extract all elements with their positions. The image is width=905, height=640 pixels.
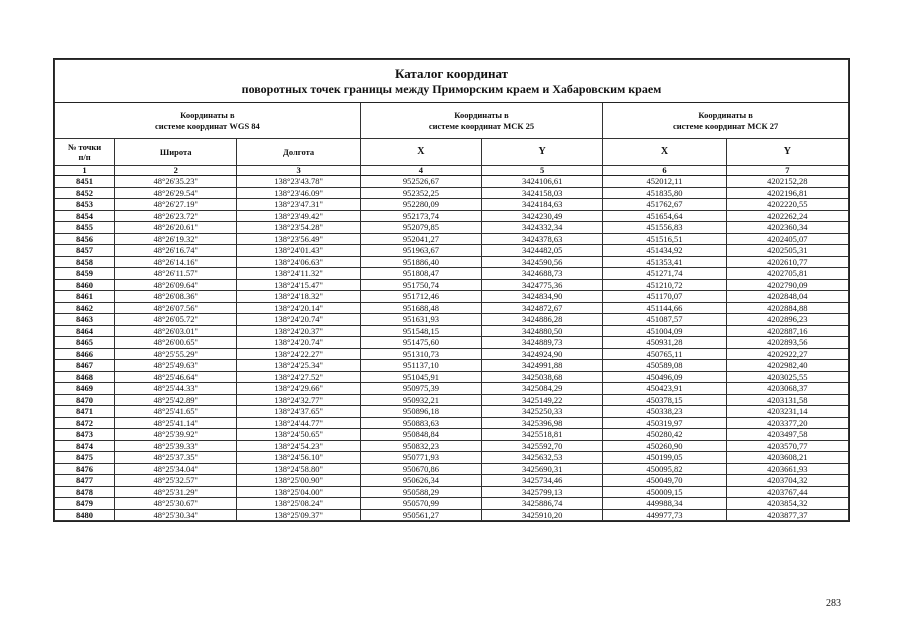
- col-point-line1: № точки: [67, 142, 102, 152]
- longitude-cell: 138°24'20.37": [237, 325, 360, 337]
- y-msk25-cell: 3424880,50: [482, 325, 603, 337]
- y-msk27-cell: 4203877,37: [726, 509, 848, 521]
- column-number: 6: [603, 166, 726, 176]
- table-row: [55, 498, 849, 510]
- point-number-cell: 8480: [55, 509, 115, 521]
- point-number-cell: 8468: [55, 371, 115, 383]
- longitude-cell: 138°24'15.47": [237, 279, 360, 291]
- col-x-msk25: X: [360, 139, 481, 166]
- coordinate-catalog-sheet: [53, 58, 850, 522]
- point-number-cell: 8476: [55, 463, 115, 475]
- longitude-cell: 138°24'20.14": [237, 302, 360, 314]
- table-row: [55, 463, 849, 475]
- coordinate-rows: [55, 176, 849, 521]
- longitude-cell: 138°24'37.65": [237, 406, 360, 418]
- x-msk27-cell: 452012,11: [603, 176, 726, 188]
- group-wgs84: [55, 103, 361, 139]
- longitude-cell: 138°23'49.42": [237, 210, 360, 222]
- x-msk25-cell: 950832,23: [360, 440, 481, 452]
- longitude-cell: 138°24'06.63": [237, 256, 360, 268]
- x-msk27-cell: 450280,42: [603, 429, 726, 441]
- longitude-cell: 138°24'44.77": [237, 417, 360, 429]
- point-number-cell: 8479: [55, 498, 115, 510]
- column-number-row: [55, 166, 849, 176]
- x-msk25-cell: 951712,46: [360, 291, 481, 303]
- x-msk27-cell: 450095,82: [603, 463, 726, 475]
- latitude-cell: 48°26'35.23": [115, 176, 237, 188]
- table-row: [55, 509, 849, 521]
- col-longitude: Долгота: [237, 139, 360, 166]
- longitude-cell: 138°24'18.32": [237, 291, 360, 303]
- latitude-cell: 48°25'37.35": [115, 452, 237, 464]
- y-msk25-cell: 3424184,63: [482, 199, 603, 211]
- y-msk25-cell: 3424106,61: [482, 176, 603, 188]
- y-msk25-cell: 3425250,33: [482, 406, 603, 418]
- latitude-cell: 48°26'03.01": [115, 325, 237, 337]
- point-number-cell: 8454: [55, 210, 115, 222]
- y-msk25-cell: 3424889,73: [482, 337, 603, 349]
- y-msk25-cell: 3425518,81: [482, 429, 603, 441]
- x-msk27-cell: 450260,90: [603, 440, 726, 452]
- x-msk27-cell: 450319,97: [603, 417, 726, 429]
- table-row: [55, 291, 849, 303]
- table-row: [55, 429, 849, 441]
- col-point-number: [55, 139, 115, 166]
- x-msk27-cell: 451654,64: [603, 210, 726, 222]
- latitude-cell: 48°25'34.04": [115, 463, 237, 475]
- x-msk25-cell: 950883,63: [360, 417, 481, 429]
- point-number-cell: 8463: [55, 314, 115, 326]
- table-row: [55, 394, 849, 406]
- x-msk27-cell: 451556,83: [603, 222, 726, 234]
- table-row: [55, 475, 849, 487]
- table-row: [55, 486, 849, 498]
- point-number-cell: 8460: [55, 279, 115, 291]
- coordinate-table: [54, 59, 849, 521]
- longitude-cell: 138°25'00.90": [237, 475, 360, 487]
- x-msk25-cell: 950588,29: [360, 486, 481, 498]
- latitude-cell: 48°26'20.61": [115, 222, 237, 234]
- y-msk25-cell: 3425084,29: [482, 383, 603, 395]
- point-number-cell: 8478: [55, 486, 115, 498]
- x-msk27-cell: 449977,73: [603, 509, 726, 521]
- longitude-cell: 138°24'58.80": [237, 463, 360, 475]
- table-row: [55, 279, 849, 291]
- group-msk27-line2: системе координат МСК 27: [672, 120, 779, 131]
- point-number-cell: 8453: [55, 199, 115, 211]
- x-msk25-cell: 951310,73: [360, 348, 481, 360]
- table-row: [55, 452, 849, 464]
- y-msk27-cell: 4202887,16: [726, 325, 848, 337]
- table-row: [55, 371, 849, 383]
- col-y-msk25: Y: [482, 139, 603, 166]
- group-msk25-line2: системе координат МСК 25: [428, 120, 535, 131]
- point-number-cell: 8458: [55, 256, 115, 268]
- x-msk27-cell: 450378,15: [603, 394, 726, 406]
- x-msk27-cell: 450423,91: [603, 383, 726, 395]
- longitude-cell: 138°24'01.43": [237, 245, 360, 257]
- longitude-cell: 138°24'20.74": [237, 337, 360, 349]
- x-msk27-cell: 450049,70: [603, 475, 726, 487]
- y-msk27-cell: 4203608,21: [726, 452, 848, 464]
- table-row: [55, 210, 849, 222]
- x-msk27-cell: 450589,08: [603, 360, 726, 372]
- x-msk25-cell: 950570,99: [360, 498, 481, 510]
- y-msk25-cell: 3425396,98: [482, 417, 603, 429]
- y-msk25-cell: 3424872,67: [482, 302, 603, 314]
- x-msk27-cell: 450496,09: [603, 371, 726, 383]
- point-number-cell: 8456: [55, 233, 115, 245]
- longitude-cell: 138°23'47.31": [237, 199, 360, 211]
- x-msk27-cell: 451434,92: [603, 245, 726, 257]
- x-msk25-cell: 950848,84: [360, 429, 481, 441]
- x-msk25-cell: 951750,74: [360, 279, 481, 291]
- y-msk27-cell: 4202893,56: [726, 337, 848, 349]
- y-msk27-cell: 4203131,58: [726, 394, 848, 406]
- col-y-msk27: Y: [726, 139, 848, 166]
- title-main: Каталог координат: [394, 65, 508, 81]
- table-row: [55, 302, 849, 314]
- x-msk25-cell: 952173,74: [360, 210, 481, 222]
- column-number: 4: [360, 166, 481, 176]
- table-row: [55, 314, 849, 326]
- y-msk25-cell: 3425799,13: [482, 486, 603, 498]
- latitude-cell: 48°26'00.65": [115, 337, 237, 349]
- x-msk27-cell: 451087,57: [603, 314, 726, 326]
- latitude-cell: 48°26'11.57": [115, 268, 237, 280]
- x-msk27-cell: 450338,23: [603, 406, 726, 418]
- latitude-cell: 48°25'32.57": [115, 475, 237, 487]
- x-msk25-cell: 950561,27: [360, 509, 481, 521]
- y-msk25-cell: 3425038,68: [482, 371, 603, 383]
- group-msk25: [360, 103, 603, 139]
- latitude-cell: 48°25'41.14": [115, 417, 237, 429]
- y-msk27-cell: 4202196,81: [726, 187, 848, 199]
- x-msk25-cell: 952079,85: [360, 222, 481, 234]
- y-msk25-cell: 3425632,53: [482, 452, 603, 464]
- x-msk27-cell: 451271,74: [603, 268, 726, 280]
- y-msk27-cell: 4202220,55: [726, 199, 848, 211]
- point-number-cell: 8471: [55, 406, 115, 418]
- y-msk25-cell: 3424230,49: [482, 210, 603, 222]
- table-row: [55, 245, 849, 257]
- y-msk25-cell: 3425910,20: [482, 509, 603, 521]
- x-msk27-cell: 451835,80: [603, 187, 726, 199]
- y-msk25-cell: 3425886,74: [482, 498, 603, 510]
- y-msk27-cell: 4202152,28: [726, 176, 848, 188]
- y-msk27-cell: 4202896,23: [726, 314, 848, 326]
- y-msk25-cell: 3424886,28: [482, 314, 603, 326]
- table-row: [55, 222, 849, 234]
- y-msk27-cell: 4202262,24: [726, 210, 848, 222]
- x-msk27-cell: 451170,07: [603, 291, 726, 303]
- x-msk27-cell: 450199,05: [603, 452, 726, 464]
- y-msk25-cell: 3424924,90: [482, 348, 603, 360]
- x-msk27-cell: 449988,34: [603, 498, 726, 510]
- latitude-cell: 48°26'27.19": [115, 199, 237, 211]
- longitude-cell: 138°25'04.00": [237, 486, 360, 498]
- y-msk27-cell: 4203661,93: [726, 463, 848, 475]
- point-number-cell: 8466: [55, 348, 115, 360]
- column-number: 3: [237, 166, 360, 176]
- point-number-cell: 8464: [55, 325, 115, 337]
- y-msk25-cell: 3424834,90: [482, 291, 603, 303]
- longitude-cell: 138°24'25.34": [237, 360, 360, 372]
- latitude-cell: 48°26'19.32": [115, 233, 237, 245]
- latitude-cell: 48°26'05.72": [115, 314, 237, 326]
- point-number-cell: 8475: [55, 452, 115, 464]
- point-number-cell: 8474: [55, 440, 115, 452]
- latitude-cell: 48°25'49.63": [115, 360, 237, 372]
- table-row: [55, 360, 849, 372]
- longitude-cell: 138°24'56.10": [237, 452, 360, 464]
- x-msk25-cell: 952041,27: [360, 233, 481, 245]
- y-msk27-cell: 4203025,55: [726, 371, 848, 383]
- col-x-msk27: X: [603, 139, 726, 166]
- table-row: [55, 233, 849, 245]
- x-msk27-cell: 451004,09: [603, 325, 726, 337]
- longitude-cell: 138°24'22.27": [237, 348, 360, 360]
- group-wgs84-line2: системе координат WGS 84: [154, 120, 260, 131]
- group-msk27: [603, 103, 849, 139]
- latitude-cell: 48°25'42.89": [115, 394, 237, 406]
- x-msk27-cell: 451210,72: [603, 279, 726, 291]
- group-msk25-line1: Координаты в: [454, 109, 509, 120]
- x-msk25-cell: 952526,67: [360, 176, 481, 188]
- col-latitude: Широта: [115, 139, 237, 166]
- y-msk27-cell: 4203231,14: [726, 406, 848, 418]
- latitude-cell: 48°26'14.16": [115, 256, 237, 268]
- y-msk25-cell: 3424991,88: [482, 360, 603, 372]
- y-msk25-cell: 3424332,34: [482, 222, 603, 234]
- y-msk25-cell: 3424775,36: [482, 279, 603, 291]
- point-number-cell: 8477: [55, 475, 115, 487]
- y-msk27-cell: 4202922,27: [726, 348, 848, 360]
- y-msk27-cell: 4202610,77: [726, 256, 848, 268]
- x-msk25-cell: 950771,93: [360, 452, 481, 464]
- point-number-cell: 8462: [55, 302, 115, 314]
- y-msk27-cell: 4202705,81: [726, 268, 848, 280]
- x-msk27-cell: 450765,11: [603, 348, 726, 360]
- point-number-cell: 8455: [55, 222, 115, 234]
- x-msk25-cell: 952280,09: [360, 199, 481, 211]
- latitude-cell: 48°26'29.54": [115, 187, 237, 199]
- table-row: [55, 440, 849, 452]
- x-msk27-cell: 451353,41: [603, 256, 726, 268]
- point-number-cell: 8472: [55, 417, 115, 429]
- longitude-cell: 138°25'09.37": [237, 509, 360, 521]
- latitude-cell: 48°25'39.33": [115, 440, 237, 452]
- x-msk25-cell: 950932,21: [360, 394, 481, 406]
- page-number: 283: [826, 598, 841, 609]
- point-number-cell: 8469: [55, 383, 115, 395]
- point-number-cell: 8467: [55, 360, 115, 372]
- x-msk25-cell: 951886,40: [360, 256, 481, 268]
- y-msk25-cell: 3425592,70: [482, 440, 603, 452]
- column-number: 2: [115, 166, 237, 176]
- table-row: [55, 348, 849, 360]
- latitude-cell: 48°25'41.65": [115, 406, 237, 418]
- y-msk27-cell: 4203704,32: [726, 475, 848, 487]
- x-msk25-cell: 951808,47: [360, 268, 481, 280]
- x-msk25-cell: 950626,34: [360, 475, 481, 487]
- longitude-cell: 138°25'08.24": [237, 498, 360, 510]
- latitude-cell: 48°25'30.34": [115, 509, 237, 521]
- column-number: 1: [55, 166, 115, 176]
- longitude-cell: 138°23'56.49": [237, 233, 360, 245]
- y-msk25-cell: 3424482,05: [482, 245, 603, 257]
- y-msk27-cell: 4202505,31: [726, 245, 848, 257]
- latitude-cell: 48°25'55.29": [115, 348, 237, 360]
- longitude-cell: 138°24'29.66": [237, 383, 360, 395]
- longitude-cell: 138°24'32.77": [237, 394, 360, 406]
- table-row: [55, 417, 849, 429]
- x-msk25-cell: 951688,48: [360, 302, 481, 314]
- x-msk27-cell: 451516,51: [603, 233, 726, 245]
- y-msk27-cell: 4202790,09: [726, 279, 848, 291]
- latitude-cell: 48°25'46.64": [115, 371, 237, 383]
- table-row: [55, 406, 849, 418]
- x-msk25-cell: 951475,60: [360, 337, 481, 349]
- longitude-cell: 138°24'50.65": [237, 429, 360, 441]
- table-row: [55, 383, 849, 395]
- x-msk25-cell: 951963,67: [360, 245, 481, 257]
- longitude-cell: 138°24'11.32": [237, 268, 360, 280]
- x-msk25-cell: 951045,91: [360, 371, 481, 383]
- col-point-line2: п/п: [78, 152, 91, 162]
- y-msk25-cell: 3424158,03: [482, 187, 603, 199]
- table-row: [55, 337, 849, 349]
- table-row: [55, 256, 849, 268]
- y-msk25-cell: 3424688,73: [482, 268, 603, 280]
- title-subtitle: поворотных точек границы между Приморским краем и Хабаровским краем: [241, 81, 662, 96]
- y-msk25-cell: 3425734,46: [482, 475, 603, 487]
- x-msk27-cell: 451762,67: [603, 199, 726, 211]
- longitude-cell: 138°23'43.78": [237, 176, 360, 188]
- latitude-cell: 48°26'09.64": [115, 279, 237, 291]
- table-row: [55, 325, 849, 337]
- longitude-cell: 138°24'20.74": [237, 314, 360, 326]
- group-wgs84-line1: Координаты в: [180, 109, 235, 120]
- y-msk27-cell: 4202884,88: [726, 302, 848, 314]
- latitude-cell: 48°25'44.33": [115, 383, 237, 395]
- y-msk27-cell: 4202982,40: [726, 360, 848, 372]
- latitude-cell: 48°25'30.67": [115, 498, 237, 510]
- y-msk25-cell: 3424378,63: [482, 233, 603, 245]
- x-msk25-cell: 950975,39: [360, 383, 481, 395]
- point-number-cell: 8470: [55, 394, 115, 406]
- longitude-cell: 138°24'54.23": [237, 440, 360, 452]
- x-msk27-cell: 450931,28: [603, 337, 726, 349]
- y-msk25-cell: 3425149,22: [482, 394, 603, 406]
- point-number-cell: 8452: [55, 187, 115, 199]
- longitude-cell: 138°24'27.52": [237, 371, 360, 383]
- latitude-cell: 48°25'31.29": [115, 486, 237, 498]
- column-number: 7: [726, 166, 848, 176]
- point-number-cell: 8451: [55, 176, 115, 188]
- latitude-cell: 48°26'23.72": [115, 210, 237, 222]
- y-msk27-cell: 4203854,32: [726, 498, 848, 510]
- catalog-title: [55, 60, 849, 103]
- point-number-cell: 8473: [55, 429, 115, 441]
- latitude-cell: 48°26'16.74": [115, 245, 237, 257]
- y-msk27-cell: 4202405,07: [726, 233, 848, 245]
- y-msk27-cell: 4202360,34: [726, 222, 848, 234]
- x-msk25-cell: 951548,15: [360, 325, 481, 337]
- y-msk27-cell: 4202848,04: [726, 291, 848, 303]
- x-msk27-cell: 451144,66: [603, 302, 726, 314]
- y-msk27-cell: 4203377,20: [726, 417, 848, 429]
- table-row: [55, 176, 849, 188]
- latitude-cell: 48°26'07.56": [115, 302, 237, 314]
- column-number: 5: [482, 166, 603, 176]
- y-msk25-cell: 3425690,31: [482, 463, 603, 475]
- x-msk27-cell: 450009,15: [603, 486, 726, 498]
- x-msk25-cell: 951631,93: [360, 314, 481, 326]
- y-msk27-cell: 4203767,44: [726, 486, 848, 498]
- longitude-cell: 138°23'54.28": [237, 222, 360, 234]
- table-row: [55, 187, 849, 199]
- latitude-cell: 48°25'39.92": [115, 429, 237, 441]
- x-msk25-cell: 950896,18: [360, 406, 481, 418]
- table-row: [55, 199, 849, 211]
- longitude-cell: 138°23'46.09": [237, 187, 360, 199]
- table-row: [55, 268, 849, 280]
- y-msk27-cell: 4203497,58: [726, 429, 848, 441]
- y-msk27-cell: 4203570,77: [726, 440, 848, 452]
- y-msk25-cell: 3424590,56: [482, 256, 603, 268]
- point-number-cell: 8461: [55, 291, 115, 303]
- group-msk27-line1: Координаты в: [698, 109, 753, 120]
- point-number-cell: 8465: [55, 337, 115, 349]
- latitude-cell: 48°26'08.36": [115, 291, 237, 303]
- x-msk25-cell: 950670,86: [360, 463, 481, 475]
- x-msk25-cell: 951137,10: [360, 360, 481, 372]
- point-number-cell: 8457: [55, 245, 115, 257]
- x-msk25-cell: 952352,25: [360, 187, 481, 199]
- point-number-cell: 8459: [55, 268, 115, 280]
- y-msk27-cell: 4203068,37: [726, 383, 848, 395]
